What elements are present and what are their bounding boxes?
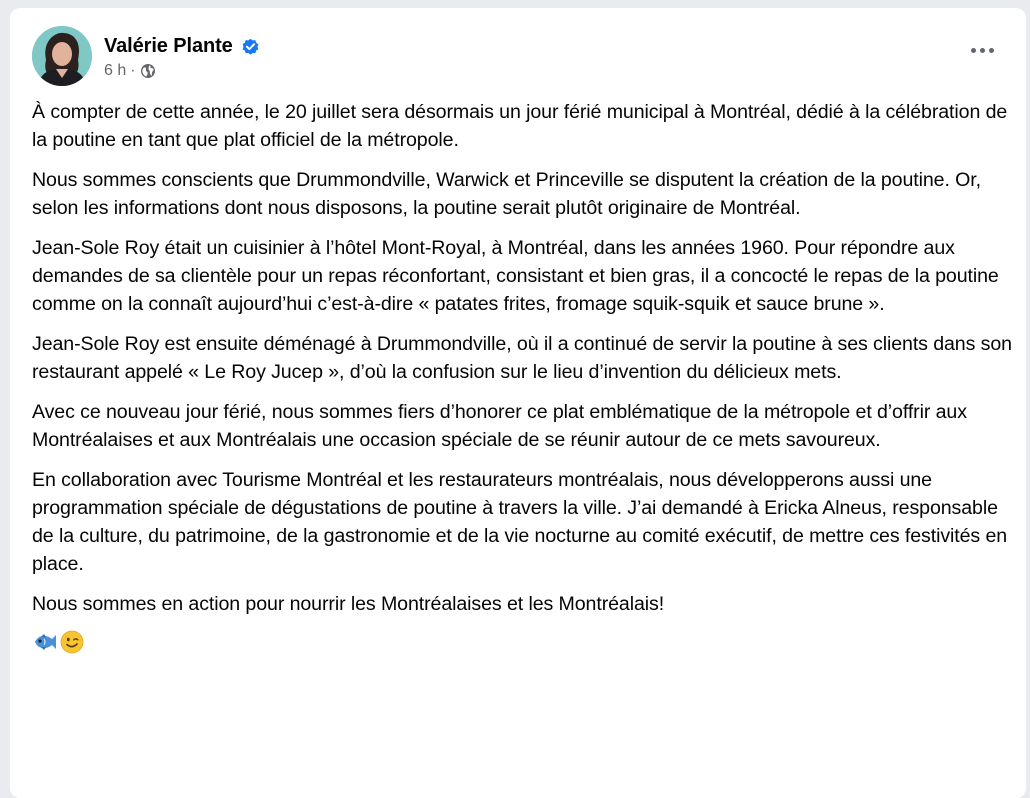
post-paragraph: Jean-Sole Roy était un cuisinier à l’hôtel Mont-Royal, à Montréal, dans les années 1960. Pour répondre aux demandes de sa clientèle pour un repas réconfortant, consistant et bien gras, il a concocté le repas de la poutine comme on la connaît aujourd’hui c’est-à-dire « patates frites, fromage squik-squik et sauce brune ». [32, 237, 999, 315]
more-dot [980, 48, 985, 53]
separator-dot: · [130, 61, 136, 79]
globe-icon[interactable] [140, 63, 156, 79]
more-options-button[interactable] [964, 40, 1000, 60]
post-paragraph: À compter de cette année, le 20 juillet sera désormais un jour férié municipal à Montréal, dédié à la célébration de la poutine en tant que plat officiel de la métropole. [32, 101, 1008, 151]
avatar-image [32, 26, 92, 86]
more-dot [971, 48, 976, 53]
fish-icon [32, 630, 56, 654]
author-row [104, 35, 260, 58]
post-timestamp[interactable]: 6 h [104, 61, 127, 79]
post-paragraph: En collaboration avec Tourisme Montréal et les restaurateurs montréalais, nous développerons aussi une programmation spéciale de dégustations de poutine à travers la ville. J’ai demandé à Ericka Alneus, responsable de la culture, du patrimoine, de la gastronomie et de la vie nocturne au comité exécutif, de mettre ces festivités en place. [32, 469, 1008, 575]
author-name[interactable]: Valérie Plante [104, 34, 233, 57]
verified-badge-icon [241, 37, 260, 56]
post-paragraph: Nous sommes en action pour nourrir les Montréalaises et les Montréalais! [32, 593, 665, 615]
avatar[interactable] [32, 26, 92, 86]
post-meta [104, 35, 260, 80]
winking-face-icon [60, 630, 84, 654]
post-subline [104, 62, 260, 80]
post-header [32, 26, 260, 86]
post-paragraph: Jean-Sole Roy est ensuite déménagé à Drummondville, où il a continué de servir la poutine à ses clients dans son restaurant appelé « Le Roy Jucep », d’où la confusion sur le lieu d’invention du délicieux mets. [32, 333, 1012, 383]
post-paragraph: Avec ce nouveau jour férié, nous sommes fiers d’honorer ce plat emblématique de la métropole et d’offrir aux Montréalaises et aux Montréalais une occasion spéciale de se réunir autour de ce mets savoureux. [32, 401, 967, 451]
post-card [10, 8, 1026, 798]
post-body [32, 98, 1022, 654]
post-paragraph: Nous sommes conscients que Drummondville, Warwick et Princeville se disputent la création de la poutine. Or, selon les informations dont nous disposons, la poutine serait plutôt originaire de Montréal. [32, 169, 981, 219]
more-dot [989, 48, 994, 53]
emoji-row [32, 630, 1022, 654]
